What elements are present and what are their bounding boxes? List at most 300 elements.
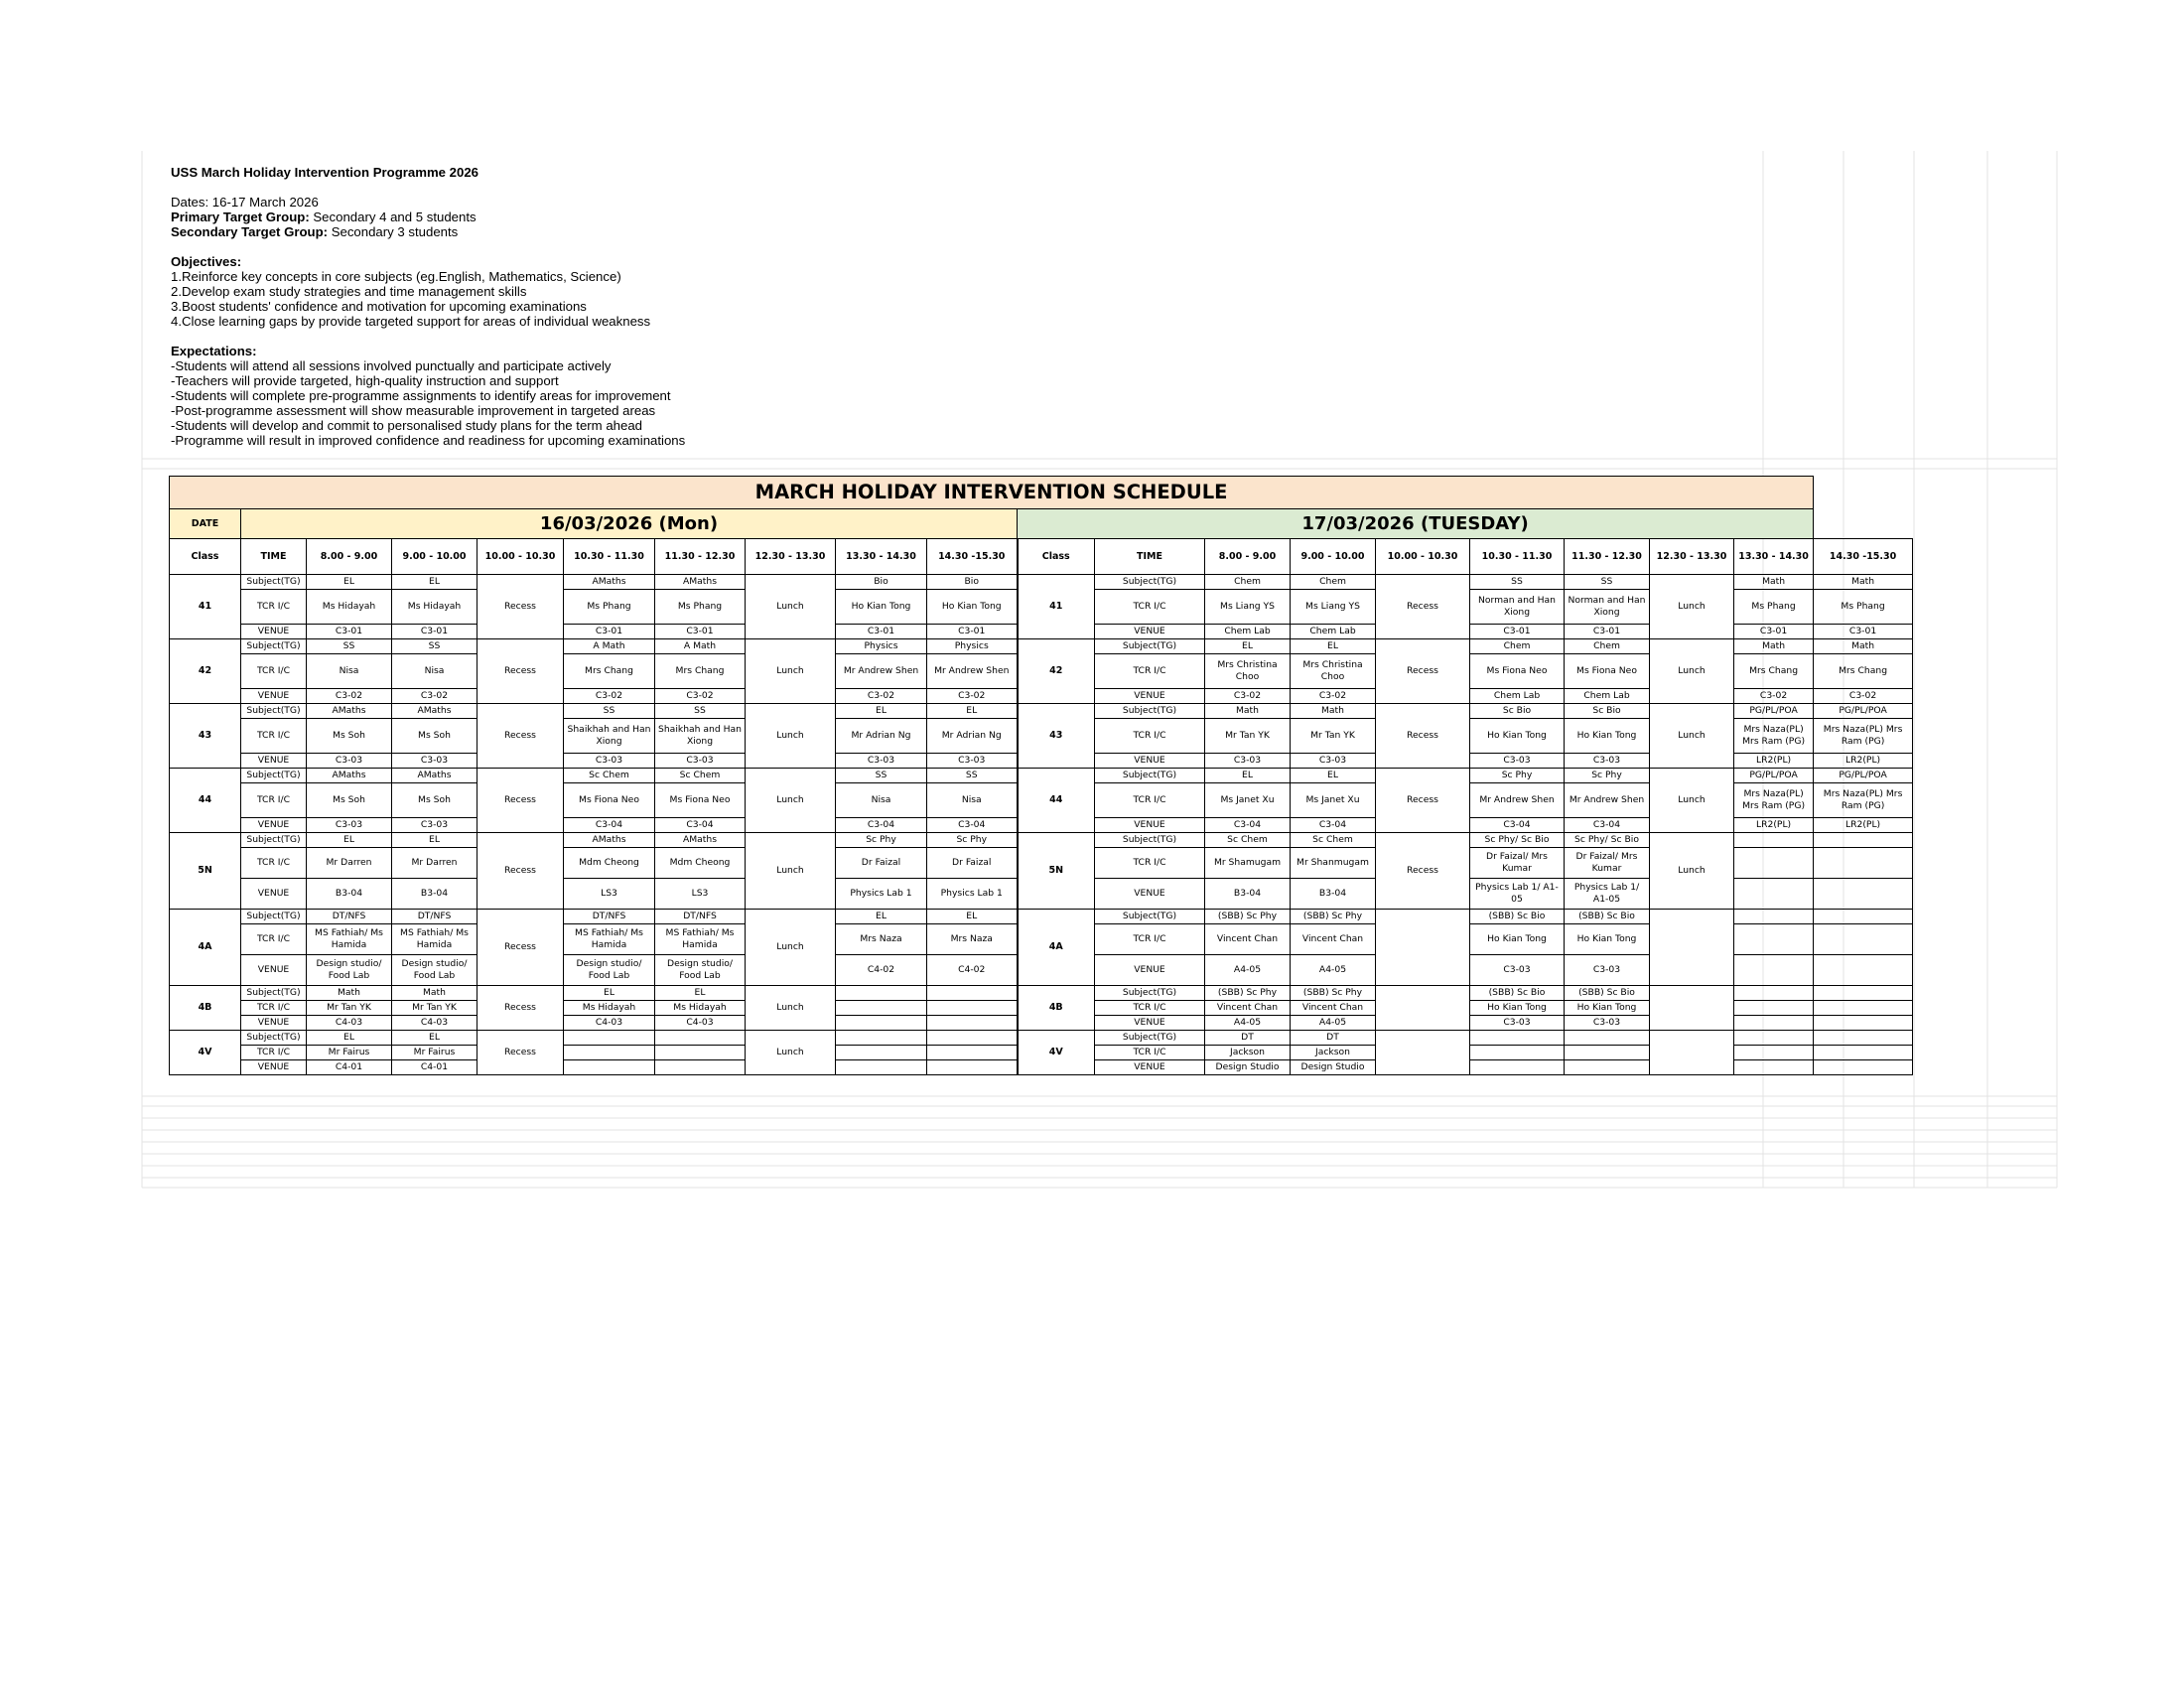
schedule-cell: LR2(PL) bbox=[1734, 818, 1814, 833]
schedule-cell: Math bbox=[1734, 639, 1814, 654]
schedule-cell: C3-03 bbox=[927, 754, 1018, 769]
schedule-cell: EL bbox=[307, 575, 392, 590]
schedule-cell: Mr Andrew Shen bbox=[1470, 783, 1565, 818]
table-row bbox=[170, 769, 1913, 783]
schedule-cell: PG/PL/POA bbox=[1734, 769, 1814, 783]
row-label: VENUE bbox=[1095, 955, 1205, 986]
time-slot-header: 10.00 - 10.30 bbox=[1376, 539, 1470, 575]
time-header-row bbox=[170, 539, 1913, 575]
schedule-cell: C3-01 bbox=[927, 625, 1018, 639]
recess-cell: Recess bbox=[478, 910, 564, 986]
class-name: 4B bbox=[1018, 986, 1095, 1031]
schedule-cell: Nisa bbox=[836, 783, 927, 818]
schedule-cell: C3-03 bbox=[1565, 754, 1650, 769]
schedule-cell: Sc Chem bbox=[1205, 833, 1291, 848]
schedule-cell bbox=[836, 1016, 927, 1031]
schedule-cell: Ms Fiona Neo bbox=[564, 783, 655, 818]
schedule-cell bbox=[836, 986, 927, 1001]
lunch-cell: Lunch bbox=[746, 704, 836, 769]
row-label: VENUE bbox=[1095, 625, 1205, 639]
row-label: TCR I/C bbox=[241, 719, 307, 754]
schedule-cell bbox=[1734, 955, 1814, 986]
schedule-cell bbox=[1734, 1060, 1814, 1075]
recess-cell: Recess bbox=[1376, 769, 1470, 833]
schedule-cell: C3-03 bbox=[1470, 754, 1565, 769]
schedule-cell: Design studio/ Food Lab bbox=[392, 955, 478, 986]
lunch-cell: Lunch bbox=[746, 769, 836, 833]
schedule-cell: Vincent Chan bbox=[1291, 1001, 1376, 1016]
schedule-cell: Mr Tan YK bbox=[307, 1001, 392, 1016]
secondary-target-label: Secondary Target Group: bbox=[171, 224, 329, 239]
schedule-cell: Physics bbox=[927, 639, 1018, 654]
schedule-cell: Math bbox=[1291, 704, 1376, 719]
schedule-cell: Ho Kian Tong bbox=[1470, 924, 1565, 955]
secondary-target-value: Secondary 3 students bbox=[328, 224, 459, 239]
schedule-cell: Ho Kian Tong bbox=[1565, 719, 1650, 754]
primary-target-label: Primary Target Group: bbox=[171, 210, 310, 224]
time-slot-header: 8.00 - 9.00 bbox=[307, 539, 392, 575]
lunch-cell: Lunch bbox=[746, 910, 836, 986]
lunch-cell: Lunch bbox=[746, 986, 836, 1031]
schedule-cell: EL bbox=[307, 833, 392, 848]
schedule-cell: Ms Soh bbox=[392, 719, 478, 754]
schedule-cell bbox=[1565, 1060, 1650, 1075]
schedule-cell: EL bbox=[1205, 769, 1291, 783]
schedule-cell: Shaikhah and Han Xiong bbox=[564, 719, 655, 754]
schedule-cell: EL bbox=[1291, 769, 1376, 783]
time-slot-header: 14.30 -15.30 bbox=[1814, 539, 1913, 575]
schedule-cell: (SBB) Sc Phy bbox=[1291, 910, 1376, 924]
schedule-cell bbox=[1814, 1016, 1913, 1031]
day2-date: 17/03/2026 (TUESDAY) bbox=[1018, 509, 1814, 539]
schedule-cell: Math bbox=[392, 986, 478, 1001]
row-label: TCR I/C bbox=[1095, 848, 1205, 879]
schedule-cell: B3-04 bbox=[1291, 879, 1376, 910]
schedule-cell: C3-01 bbox=[1565, 625, 1650, 639]
class-name: 4A bbox=[1018, 910, 1095, 986]
schedule-cell: Dr Faizal/ Mrs Kumar bbox=[1470, 848, 1565, 879]
schedule-title: MARCH HOLIDAY INTERVENTION SCHEDULE bbox=[170, 477, 1814, 509]
expectation-item: -Students will complete pre-programme assignments to identify areas for improvement bbox=[171, 388, 671, 403]
time-slot-header: 9.00 - 10.00 bbox=[392, 539, 478, 575]
class-name: 4B bbox=[170, 986, 241, 1031]
schedule-cell: Chem Lab bbox=[1470, 689, 1565, 704]
schedule-cell: PG/PL/POA bbox=[1734, 704, 1814, 719]
expectations-heading: Expectations: bbox=[171, 344, 257, 358]
schedule-cell: EL bbox=[307, 1031, 392, 1046]
schedule-cell bbox=[927, 1046, 1018, 1060]
schedule-cell: Dr Faizal bbox=[836, 848, 927, 879]
schedule-cell: Mrs Chang bbox=[1814, 654, 1913, 689]
schedule-cell: Chem Lab bbox=[1565, 689, 1650, 704]
schedule-cell: MS Fathiah/ Ms Hamida bbox=[307, 924, 392, 955]
recess-cell bbox=[1376, 910, 1470, 986]
schedule-cell: Physics Lab 1/ A1-05 bbox=[1470, 879, 1565, 910]
schedule-cell: C4-01 bbox=[392, 1060, 478, 1075]
class-name: 42 bbox=[1018, 639, 1095, 704]
recess-cell: Recess bbox=[478, 639, 564, 704]
lunch-cell: Lunch bbox=[1650, 833, 1734, 910]
schedule-cell: Mrs Chang bbox=[1734, 654, 1814, 689]
schedule-cell: (SBB) Sc Phy bbox=[1291, 986, 1376, 1001]
schedule-cell: B3-04 bbox=[307, 879, 392, 910]
row-label: Subject(TG) bbox=[241, 769, 307, 783]
schedule-cell: Mrs Naza bbox=[927, 924, 1018, 955]
schedule-cell: Mr Andrew Shen bbox=[927, 654, 1018, 689]
schedule-cell: Mr Fairus bbox=[307, 1046, 392, 1060]
schedule-cell: Design Studio bbox=[1205, 1060, 1291, 1075]
schedule-cell: C3-01 bbox=[1470, 625, 1565, 639]
time-slot-header: 9.00 - 10.00 bbox=[1291, 539, 1376, 575]
schedule-cell: Ms Liang YS bbox=[1205, 590, 1291, 625]
schedule-cell: Mrs Naza(PL) Mrs Ram (PG) bbox=[1734, 783, 1814, 818]
schedule-cell bbox=[1734, 879, 1814, 910]
lunch-cell bbox=[1650, 986, 1734, 1031]
schedule-cell bbox=[927, 1031, 1018, 1046]
table-row bbox=[170, 910, 1913, 924]
schedule-cell: Sc Bio bbox=[1470, 704, 1565, 719]
schedule-cell: SS bbox=[927, 769, 1018, 783]
schedule-cell bbox=[1734, 1001, 1814, 1016]
schedule-cell: B3-04 bbox=[392, 879, 478, 910]
schedule-cell: C3-02 bbox=[307, 689, 392, 704]
recess-cell: Recess bbox=[478, 833, 564, 910]
schedule-cell: Mr Shamugam bbox=[1205, 848, 1291, 879]
schedule-cell: Mr Darren bbox=[307, 848, 392, 879]
schedule-cell: Mr Fairus bbox=[392, 1046, 478, 1060]
row-label: TCR I/C bbox=[1095, 1001, 1205, 1016]
class-name: 44 bbox=[170, 769, 241, 833]
lunch-cell: Lunch bbox=[1650, 639, 1734, 704]
schedule-cell: Sc Phy bbox=[836, 833, 927, 848]
schedule-cell: DT/NFS bbox=[564, 910, 655, 924]
schedule-cell: Ms Soh bbox=[307, 719, 392, 754]
schedule-title-row bbox=[170, 477, 1913, 509]
schedule-cell: Ho Kian Tong bbox=[1470, 1001, 1565, 1016]
schedule-cell: A Math bbox=[564, 639, 655, 654]
recess-cell: Recess bbox=[478, 1031, 564, 1075]
row-label: VENUE bbox=[1095, 818, 1205, 833]
schedule-cell: LR2(PL) bbox=[1814, 818, 1913, 833]
schedule-cell: C3-01 bbox=[564, 625, 655, 639]
schedule-cell bbox=[836, 1001, 927, 1016]
schedule-cell: Norman and Han Xiong bbox=[1565, 590, 1650, 625]
schedule-cell: AMaths bbox=[564, 575, 655, 590]
row-label: Subject(TG) bbox=[1095, 639, 1205, 654]
time-slot-header: 8.00 - 9.00 bbox=[1205, 539, 1291, 575]
schedule-cell: Chem bbox=[1565, 639, 1650, 654]
schedule-cell bbox=[1470, 1046, 1565, 1060]
schedule-cell: C4-01 bbox=[307, 1060, 392, 1075]
expectation-item: -Teachers will provide targeted, high-quality instruction and support bbox=[171, 373, 559, 388]
schedule-cell: Physics Lab 1/ A1-05 bbox=[1565, 879, 1650, 910]
schedule-cell: Bio bbox=[927, 575, 1018, 590]
schedule-cell: C3-03 bbox=[1565, 955, 1650, 986]
schedule-cell bbox=[1814, 1060, 1913, 1075]
schedule-cell: Ms Phang bbox=[1814, 590, 1913, 625]
schedule-cell bbox=[1565, 1046, 1650, 1060]
schedule-cell: SS bbox=[836, 769, 927, 783]
intervention-schedule-table bbox=[169, 476, 1913, 1075]
schedule-cell: Ho Kian Tong bbox=[1565, 1001, 1650, 1016]
schedule-cell: Mr Andrew Shen bbox=[1565, 783, 1650, 818]
schedule-cell bbox=[836, 1060, 927, 1075]
schedule-cell: Nisa bbox=[927, 783, 1018, 818]
schedule-cell: DT bbox=[1205, 1031, 1291, 1046]
schedule-cell: Mr Adrian Ng bbox=[927, 719, 1018, 754]
schedule-cell: C3-04 bbox=[1205, 818, 1291, 833]
row-label: Subject(TG) bbox=[1095, 704, 1205, 719]
schedule-cell bbox=[1814, 879, 1913, 910]
date-label: DATE bbox=[170, 509, 241, 539]
schedule-cell: EL bbox=[836, 910, 927, 924]
time-slot-header: 13.30 - 14.30 bbox=[1734, 539, 1814, 575]
schedule-cell: C3-03 bbox=[1205, 754, 1291, 769]
schedule-cell: Mr Adrian Ng bbox=[836, 719, 927, 754]
row-label: VENUE bbox=[1095, 689, 1205, 704]
schedule-cell: C3-03 bbox=[392, 818, 478, 833]
row-label: TCR I/C bbox=[241, 654, 307, 689]
class-name: 42 bbox=[170, 639, 241, 704]
lunch-cell: Lunch bbox=[746, 833, 836, 910]
schedule-cell: C3-01 bbox=[836, 625, 927, 639]
schedule-cell: Sc Phy/ Sc Bio bbox=[1565, 833, 1650, 848]
row-label: TCR I/C bbox=[241, 1046, 307, 1060]
schedule-cell: C3-04 bbox=[1291, 818, 1376, 833]
schedule-cell: C4-03 bbox=[307, 1016, 392, 1031]
time-slot-header: 10.00 - 10.30 bbox=[478, 539, 564, 575]
class-name: 41 bbox=[170, 575, 241, 639]
schedule-cell: C3-02 bbox=[1734, 689, 1814, 704]
schedule-cell: C3-01 bbox=[392, 625, 478, 639]
schedule-cell: Ho Kian Tong bbox=[927, 590, 1018, 625]
schedule-cell: Sc Phy bbox=[927, 833, 1018, 848]
schedule-cell bbox=[655, 1031, 746, 1046]
schedule-cell: Jackson bbox=[1205, 1046, 1291, 1060]
recess-cell: Recess bbox=[1376, 639, 1470, 704]
recess-cell: Recess bbox=[1376, 833, 1470, 910]
time-header: TIME bbox=[1095, 539, 1205, 575]
row-label: TCR I/C bbox=[241, 1001, 307, 1016]
row-label: VENUE bbox=[1095, 1016, 1205, 1031]
schedule-cell: Vincent Chan bbox=[1205, 1001, 1291, 1016]
schedule-cell: LS3 bbox=[655, 879, 746, 910]
objectives-heading: Objectives: bbox=[171, 254, 242, 269]
schedule-cell: PG/PL/POA bbox=[1814, 704, 1913, 719]
schedule-cell bbox=[655, 1046, 746, 1060]
class-name: 4A bbox=[170, 910, 241, 986]
schedule-cell: C3-02 bbox=[392, 689, 478, 704]
row-label: Subject(TG) bbox=[241, 704, 307, 719]
row-label: TCR I/C bbox=[241, 848, 307, 879]
schedule-cell bbox=[1565, 1031, 1650, 1046]
schedule-cell bbox=[1814, 1031, 1913, 1046]
schedule-cell: Mrs Naza(PL) Mrs Ram (PG) bbox=[1814, 783, 1913, 818]
time-slot-header: 12.30 - 13.30 bbox=[746, 539, 836, 575]
schedule-cell: SS bbox=[392, 639, 478, 654]
schedule-cell: Mrs Naza bbox=[836, 924, 927, 955]
schedule-cell: Ms Janet Xu bbox=[1205, 783, 1291, 818]
schedule-cell: Ho Kian Tong bbox=[1470, 719, 1565, 754]
row-label: Subject(TG) bbox=[241, 639, 307, 654]
row-label: Subject(TG) bbox=[1095, 986, 1205, 1001]
schedule-cell: C3-02 bbox=[1814, 689, 1913, 704]
schedule-cell: C3-03 bbox=[655, 754, 746, 769]
expectation-item: -Students will develop and commit to personalised study plans for the term ahead bbox=[171, 418, 643, 433]
primary-target-value: Secondary 4 and 5 students bbox=[309, 210, 477, 224]
table-row bbox=[170, 704, 1913, 719]
lunch-cell bbox=[1650, 910, 1734, 986]
class-name: 4V bbox=[1018, 1031, 1095, 1075]
objective-item: 4.Close learning gaps by provide targeted support for areas of individual weakness bbox=[171, 314, 651, 329]
schedule-cell: Dr Faizal/ Mrs Kumar bbox=[1565, 848, 1650, 879]
schedule-cell: Ms Phang bbox=[655, 590, 746, 625]
time-slot-header: 11.30 - 12.30 bbox=[1565, 539, 1650, 575]
schedule-cell bbox=[1734, 833, 1814, 848]
schedule-cell: C3-03 bbox=[564, 754, 655, 769]
schedule-cell: LR2(PL) bbox=[1814, 754, 1913, 769]
schedule-cell: Math bbox=[1814, 639, 1913, 654]
schedule-cell: DT/NFS bbox=[655, 910, 746, 924]
recess-cell: Recess bbox=[478, 704, 564, 769]
schedule-cell: C4-03 bbox=[655, 1016, 746, 1031]
expectation-item: -Programme will result in improved confidence and readiness for upcoming examinations bbox=[171, 433, 686, 448]
time-slot-header: 12.30 - 13.30 bbox=[1650, 539, 1734, 575]
schedule-cell: SS bbox=[1565, 575, 1650, 590]
schedule-cell: Sc Chem bbox=[564, 769, 655, 783]
schedule-cell: Mrs Naza(PL) Mrs Ram (PG) bbox=[1814, 719, 1913, 754]
schedule-cell: EL bbox=[564, 986, 655, 1001]
schedule-cell: Design studio/ Food Lab bbox=[307, 955, 392, 986]
schedule-cell bbox=[1814, 986, 1913, 1001]
schedule-cell bbox=[655, 1060, 746, 1075]
time-slot-header: 10.30 - 11.30 bbox=[1470, 539, 1565, 575]
lunch-cell: Lunch bbox=[746, 639, 836, 704]
schedule-cell: Mr Tan YK bbox=[1291, 719, 1376, 754]
schedule-cell: Math bbox=[1205, 704, 1291, 719]
schedule-cell: Mr Darren bbox=[392, 848, 478, 879]
schedule-cell: C3-04 bbox=[655, 818, 746, 833]
schedule-cell: Ms Soh bbox=[307, 783, 392, 818]
recess-cell: Recess bbox=[1376, 575, 1470, 639]
schedule-cell: C3-03 bbox=[307, 818, 392, 833]
schedule-cell: Ms Hidayah bbox=[392, 590, 478, 625]
schedule-cell bbox=[1814, 1046, 1913, 1060]
time-slot-header: 13.30 - 14.30 bbox=[836, 539, 927, 575]
row-label: TCR I/C bbox=[1095, 719, 1205, 754]
schedule-cell: Sc Phy/ Sc Bio bbox=[1470, 833, 1565, 848]
objective-item: 3.Boost students' confidence and motivation for upcoming examinations bbox=[171, 299, 587, 314]
schedule-cell bbox=[927, 1001, 1018, 1016]
row-label: TCR I/C bbox=[1095, 924, 1205, 955]
schedule-cell bbox=[1814, 833, 1913, 848]
schedule-cell: A4-05 bbox=[1291, 1016, 1376, 1031]
schedule-cell bbox=[564, 1031, 655, 1046]
schedule-cell: AMaths bbox=[307, 769, 392, 783]
schedule-cell: Mrs Chang bbox=[655, 654, 746, 689]
schedule-cell: Vincent Chan bbox=[1205, 924, 1291, 955]
schedule-cell: Design Studio bbox=[1291, 1060, 1376, 1075]
recess-cell: Recess bbox=[478, 575, 564, 639]
objective-item: 1.Reinforce key concepts in core subjects (eg.English, Mathematics, Science) bbox=[171, 269, 621, 284]
schedule-cell: AMaths bbox=[307, 704, 392, 719]
schedule-cell bbox=[564, 1046, 655, 1060]
schedule-cell bbox=[1734, 986, 1814, 1001]
schedule-cell bbox=[836, 1031, 927, 1046]
schedule-cell: C3-03 bbox=[307, 754, 392, 769]
date-row bbox=[170, 509, 1913, 539]
secondary-target-group bbox=[171, 224, 685, 239]
schedule-cell: EL bbox=[1291, 639, 1376, 654]
class-name: 5N bbox=[170, 833, 241, 910]
schedule-cell bbox=[1734, 1016, 1814, 1031]
table-row bbox=[170, 833, 1913, 848]
schedule-cell: Mrs Chang bbox=[564, 654, 655, 689]
schedule-cell: C3-02 bbox=[564, 689, 655, 704]
recess-cell bbox=[1376, 986, 1470, 1031]
row-label: TCR I/C bbox=[1095, 590, 1205, 625]
schedule-cell: Sc Phy bbox=[1470, 769, 1565, 783]
schedule-cell: Design studio/ Food Lab bbox=[564, 955, 655, 986]
schedule-cell: C4-02 bbox=[927, 955, 1018, 986]
lunch-cell: Lunch bbox=[746, 575, 836, 639]
row-label: Subject(TG) bbox=[1095, 1031, 1205, 1046]
lunch-cell: Lunch bbox=[746, 1031, 836, 1075]
schedule-cell: AMaths bbox=[655, 833, 746, 848]
recess-cell bbox=[1376, 1031, 1470, 1075]
table-row bbox=[170, 639, 1913, 654]
row-label: VENUE bbox=[241, 1060, 307, 1075]
schedule-cell: C3-02 bbox=[655, 689, 746, 704]
schedule-cell: Physics bbox=[836, 639, 927, 654]
schedule-cell: AMaths bbox=[655, 575, 746, 590]
schedule-cell: A4-05 bbox=[1205, 1016, 1291, 1031]
schedule-cell: C4-03 bbox=[564, 1016, 655, 1031]
schedule-cell: EL bbox=[392, 575, 478, 590]
schedule-cell: AMaths bbox=[564, 833, 655, 848]
class-header: Class bbox=[1018, 539, 1095, 575]
row-label: Subject(TG) bbox=[241, 833, 307, 848]
schedule-cell: EL bbox=[655, 986, 746, 1001]
schedule-cell: DT/NFS bbox=[307, 910, 392, 924]
schedule-cell: SS bbox=[307, 639, 392, 654]
schedule-cell: Sc Bio bbox=[1565, 704, 1650, 719]
schedule-cell: Bio bbox=[836, 575, 927, 590]
schedule-cell: SS bbox=[564, 704, 655, 719]
schedule-cell: Dr Faizal bbox=[927, 848, 1018, 879]
schedule-cell: (SBB) Sc Bio bbox=[1565, 986, 1650, 1001]
schedule-cell: Physics Lab 1 bbox=[927, 879, 1018, 910]
schedule-cell: Mrs Christina Choo bbox=[1291, 654, 1376, 689]
schedule-cell: A Math bbox=[655, 639, 746, 654]
schedule-cell: AMaths bbox=[392, 769, 478, 783]
schedule-cell: Ms Janet Xu bbox=[1291, 783, 1376, 818]
row-label: VENUE bbox=[1095, 754, 1205, 769]
table-row bbox=[170, 986, 1913, 1001]
schedule-cell: C3-02 bbox=[927, 689, 1018, 704]
schedule-cell: Sc Chem bbox=[655, 769, 746, 783]
class-name: 4V bbox=[170, 1031, 241, 1075]
schedule-cell: Ms Hidayah bbox=[655, 1001, 746, 1016]
schedule-cell: C3-04 bbox=[1470, 818, 1565, 833]
row-label: VENUE bbox=[1095, 1060, 1205, 1075]
schedule-cell: LR2(PL) bbox=[1734, 754, 1814, 769]
schedule-cell: SS bbox=[1470, 575, 1565, 590]
schedule-cell: (SBB) Sc Phy bbox=[1205, 986, 1291, 1001]
schedule-cell: C3-03 bbox=[1565, 1016, 1650, 1031]
schedule-cell: Ms Hidayah bbox=[307, 590, 392, 625]
schedule-cell: Ms Soh bbox=[392, 783, 478, 818]
